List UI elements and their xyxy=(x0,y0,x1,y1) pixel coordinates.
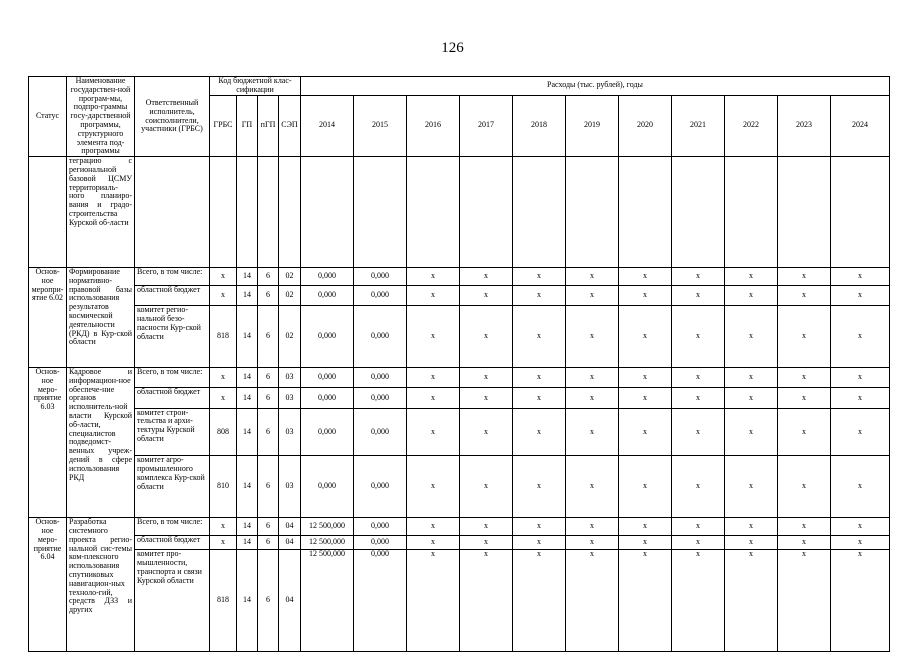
value-2014: 12 500,000 xyxy=(301,550,354,651)
code-grbs: 818 xyxy=(210,550,237,651)
empty-cell xyxy=(566,157,619,268)
value-2015: 0,000 xyxy=(354,268,407,286)
row-status: Основ-ное меро-приятие 6.04 xyxy=(29,518,67,652)
code-gp: 14 xyxy=(237,368,258,388)
value-2016: x xyxy=(407,408,460,456)
value-2016: x xyxy=(407,306,460,368)
code-sep: 02 xyxy=(279,268,301,286)
header-code-1: ГП xyxy=(237,95,258,157)
value-2018: x xyxy=(513,388,566,408)
value-2020: x xyxy=(619,388,672,408)
code-gp: 14 xyxy=(237,456,258,518)
value-2014: 0,000 xyxy=(301,368,354,388)
code-grbs: 810 xyxy=(210,456,237,518)
header-year-2020: 2020 xyxy=(619,95,672,157)
value-2023: x xyxy=(778,368,831,388)
value-2014: 0,000 xyxy=(301,285,354,305)
value-2023: x xyxy=(778,306,831,368)
header-expenses: Расходы (тыс. рублей), годы xyxy=(301,77,890,96)
value-2015: 0,000 xyxy=(354,408,407,456)
row-executor: Всего, в том числе: xyxy=(135,368,210,388)
row-executor: областной бюджет xyxy=(135,536,210,550)
value-2014: 12 500,000 xyxy=(301,536,354,550)
value-2024: x xyxy=(831,550,890,651)
code-gp: 14 xyxy=(237,285,258,305)
empty-cell xyxy=(672,157,725,268)
code-gp: 14 xyxy=(237,518,258,536)
code-grbs: x xyxy=(210,268,237,286)
value-2019: x xyxy=(566,368,619,388)
page-number: 126 xyxy=(441,40,464,56)
value-2024: x xyxy=(831,456,890,518)
code-pgp: 6 xyxy=(258,368,279,388)
header-year-2022: 2022 xyxy=(725,95,778,157)
code-pgp: 6 xyxy=(258,456,279,518)
table-header xyxy=(29,77,890,157)
code-pgp: 6 xyxy=(258,550,279,651)
empty-cell xyxy=(778,157,831,268)
value-2019: x xyxy=(566,408,619,456)
empty-cell xyxy=(619,157,672,268)
row-executor: Всего, в том числе: xyxy=(135,268,210,286)
header-year-2021: 2021 xyxy=(672,95,725,157)
empty-cell xyxy=(831,157,890,268)
value-2021: x xyxy=(672,456,725,518)
value-2018: x xyxy=(513,285,566,305)
header-year-2015: 2015 xyxy=(354,95,407,157)
value-2019: x xyxy=(566,536,619,550)
continuation-name: теграцию с региональной базовой ЦСМУ территориаль-ного планиро-вания и градо-строительства Курской об-ласти xyxy=(67,157,135,268)
value-2017: x xyxy=(460,536,513,550)
value-2023: x xyxy=(778,456,831,518)
value-2019: x xyxy=(566,306,619,368)
code-gp: 14 xyxy=(237,550,258,651)
code-sep: 03 xyxy=(279,388,301,408)
value-2022: x xyxy=(725,550,778,651)
value-2016: x xyxy=(407,550,460,651)
value-2024: x xyxy=(831,306,890,368)
value-2018: x xyxy=(513,368,566,388)
value-2021: x xyxy=(672,306,725,368)
value-2023: x xyxy=(778,388,831,408)
value-2014: 0,000 xyxy=(301,306,354,368)
row-executor: комитет агро-промышленного комплекса Кур-ской области xyxy=(135,456,210,518)
empty-cell xyxy=(279,157,301,268)
value-2018: x xyxy=(513,268,566,286)
value-2016: x xyxy=(407,518,460,536)
value-2017: x xyxy=(460,518,513,536)
header-budget-code: Код бюджетной клас-сификации xyxy=(210,77,301,96)
value-2020: x xyxy=(619,285,672,305)
value-2017: x xyxy=(460,285,513,305)
value-2021: x xyxy=(672,408,725,456)
value-2022: x xyxy=(725,536,778,550)
value-2020: x xyxy=(619,518,672,536)
value-2015: 0,000 xyxy=(354,306,407,368)
table-row xyxy=(29,518,890,536)
value-2019: x xyxy=(566,456,619,518)
header-name: Наименование государствен-ной програм-мы, подпро-граммы госу-дарственной программы, структурного элемента под-программы xyxy=(67,77,135,157)
value-2019: x xyxy=(566,388,619,408)
header-code-0: ГРБС xyxy=(210,95,237,157)
row-executor: областной бюджет xyxy=(135,285,210,305)
value-2018: x xyxy=(513,536,566,550)
value-2019: x xyxy=(566,550,619,651)
row-executor: комитет регио-нальной безо-пасности Кур-ской области xyxy=(135,306,210,368)
value-2019: x xyxy=(566,285,619,305)
row-status: Основ-ное меро-приятие 6.03 xyxy=(29,368,67,518)
empty-cell xyxy=(258,157,279,268)
empty-cell xyxy=(301,157,354,268)
value-2017: x xyxy=(460,388,513,408)
value-2014: 0,000 xyxy=(301,408,354,456)
empty-cell xyxy=(354,157,407,268)
value-2015: 0,000 xyxy=(354,285,407,305)
code-pgp: 6 xyxy=(258,268,279,286)
table-row xyxy=(29,408,890,456)
empty-cell xyxy=(135,157,210,268)
value-2021: x xyxy=(672,536,725,550)
header-year-2016: 2016 xyxy=(407,95,460,157)
value-2018: x xyxy=(513,456,566,518)
value-2015: 0,000 xyxy=(354,536,407,550)
row-executor: областной бюджет xyxy=(135,388,210,408)
header-year-2014: 2014 xyxy=(301,95,354,157)
empty-cell xyxy=(210,157,237,268)
value-2014: 0,000 xyxy=(301,388,354,408)
row-status: Основ-ное меропри-ятие 6.02 xyxy=(29,268,67,368)
value-2018: x xyxy=(513,408,566,456)
table-body xyxy=(29,157,890,652)
value-2020: x xyxy=(619,268,672,286)
code-grbs: x xyxy=(210,536,237,550)
code-gp: 14 xyxy=(237,388,258,408)
value-2022: x xyxy=(725,285,778,305)
code-sep: 03 xyxy=(279,408,301,456)
value-2022: x xyxy=(725,408,778,456)
code-grbs: x xyxy=(210,285,237,305)
value-2021: x xyxy=(672,268,725,286)
value-2022: x xyxy=(725,456,778,518)
value-2023: x xyxy=(778,550,831,651)
value-2019: x xyxy=(566,518,619,536)
header-year-2023: 2023 xyxy=(778,95,831,157)
value-2022: x xyxy=(725,268,778,286)
value-2017: x xyxy=(460,268,513,286)
code-gp: 14 xyxy=(237,408,258,456)
code-pgp: 6 xyxy=(258,518,279,536)
table-row xyxy=(29,285,890,305)
value-2021: x xyxy=(672,388,725,408)
empty-cell xyxy=(725,157,778,268)
code-pgp: 6 xyxy=(258,536,279,550)
value-2021: x xyxy=(672,550,725,651)
value-2020: x xyxy=(619,550,672,651)
row-name: Разработка системного проекта регио-нальной сис-темы ком-плексного использования спутниковых навигацион-ных техноло-гий, средств ДЗЗ и других xyxy=(67,518,135,652)
value-2020: x xyxy=(619,456,672,518)
code-gp: 14 xyxy=(237,268,258,286)
row-executor: комитет строи-тельства и архи-тектуры Курской области xyxy=(135,408,210,456)
code-sep: 04 xyxy=(279,518,301,536)
row-executor: комитет про-мышленности, транспорта и связи Курской области xyxy=(135,550,210,651)
table-row xyxy=(29,388,890,408)
empty-cell xyxy=(237,157,258,268)
budget-table xyxy=(28,76,890,652)
value-2017: x xyxy=(460,408,513,456)
value-2016: x xyxy=(407,268,460,286)
code-sep: 03 xyxy=(279,456,301,518)
table-row xyxy=(29,306,890,368)
value-2014: 0,000 xyxy=(301,456,354,518)
table-row xyxy=(29,268,890,286)
value-2014: 12 500,000 xyxy=(301,518,354,536)
code-sep: 02 xyxy=(279,285,301,305)
value-2017: x xyxy=(460,456,513,518)
empty-cell xyxy=(460,157,513,268)
table-row xyxy=(29,536,890,550)
value-2024: x xyxy=(831,518,890,536)
value-2020: x xyxy=(619,368,672,388)
code-grbs: 818 xyxy=(210,306,237,368)
header-code-3: СЭП xyxy=(279,95,301,157)
value-2023: x xyxy=(778,518,831,536)
code-grbs: 808 xyxy=(210,408,237,456)
code-sep: 04 xyxy=(279,550,301,651)
value-2021: x xyxy=(672,368,725,388)
value-2015: 0,000 xyxy=(354,518,407,536)
value-2018: x xyxy=(513,306,566,368)
value-2024: x xyxy=(831,536,890,550)
value-2016: x xyxy=(407,285,460,305)
value-2015: 0,000 xyxy=(354,456,407,518)
value-2020: x xyxy=(619,306,672,368)
table-row xyxy=(29,456,890,518)
header-status: Статус xyxy=(29,77,67,157)
code-pgp: 6 xyxy=(258,306,279,368)
code-gp: 14 xyxy=(237,306,258,368)
value-2016: x xyxy=(407,536,460,550)
value-2022: x xyxy=(725,368,778,388)
code-pgp: 6 xyxy=(258,285,279,305)
row-executor: Всего, в том числе: xyxy=(135,518,210,536)
value-2015: 0,000 xyxy=(354,550,407,651)
header-year-2019: 2019 xyxy=(566,95,619,157)
code-sep: 02 xyxy=(279,306,301,368)
code-grbs: x xyxy=(210,388,237,408)
code-sep: 04 xyxy=(279,536,301,550)
row-name: Формирование нормативно-правовой базы использования результатов космической деятельности (РКД) в Кур-ской области xyxy=(67,268,135,368)
table-row xyxy=(29,368,890,388)
header-code-2: пГП xyxy=(258,95,279,157)
value-2016: x xyxy=(407,388,460,408)
code-pgp: 6 xyxy=(258,388,279,408)
code-sep: 03 xyxy=(279,368,301,388)
value-2015: 0,000 xyxy=(354,388,407,408)
code-grbs: x xyxy=(210,518,237,536)
value-2024: x xyxy=(831,408,890,456)
header-executor: Ответственный исполнитель, соисполнители, участники (ГРБС) xyxy=(135,77,210,157)
code-pgp: 6 xyxy=(258,408,279,456)
value-2017: x xyxy=(460,368,513,388)
value-2024: x xyxy=(831,268,890,286)
value-2023: x xyxy=(778,408,831,456)
value-2014: 0,000 xyxy=(301,268,354,286)
code-grbs: x xyxy=(210,368,237,388)
value-2020: x xyxy=(619,408,672,456)
value-2022: x xyxy=(725,518,778,536)
value-2021: x xyxy=(672,518,725,536)
header-year-2017: 2017 xyxy=(460,95,513,157)
value-2015: 0,000 xyxy=(354,368,407,388)
value-2024: x xyxy=(831,388,890,408)
value-2022: x xyxy=(725,306,778,368)
header-year-2024: 2024 xyxy=(831,95,890,157)
value-2024: x xyxy=(831,285,890,305)
value-2023: x xyxy=(778,268,831,286)
empty-cell xyxy=(513,157,566,268)
value-2020: x xyxy=(619,536,672,550)
value-2018: x xyxy=(513,518,566,536)
value-2017: x xyxy=(460,550,513,651)
value-2016: x xyxy=(407,368,460,388)
value-2023: x xyxy=(778,536,831,550)
value-2022: x xyxy=(725,388,778,408)
code-gp: 14 xyxy=(237,536,258,550)
value-2017: x xyxy=(460,306,513,368)
empty-cell xyxy=(407,157,460,268)
value-2019: x xyxy=(566,268,619,286)
value-2016: x xyxy=(407,456,460,518)
value-2024: x xyxy=(831,368,890,388)
continuation-status-cell xyxy=(29,157,67,268)
value-2021: x xyxy=(672,285,725,305)
continuation-row xyxy=(29,157,890,268)
row-name: Кадровое и информацион-ное обеспече-ние органов исполнитель-ной власти Курской об-ласти, специалистов подведомст-венных учреж-дений в сфере использования РКД xyxy=(67,368,135,518)
value-2023: x xyxy=(778,285,831,305)
table-row xyxy=(29,550,890,651)
header-year-2018: 2018 xyxy=(513,95,566,157)
value-2018: x xyxy=(513,550,566,651)
